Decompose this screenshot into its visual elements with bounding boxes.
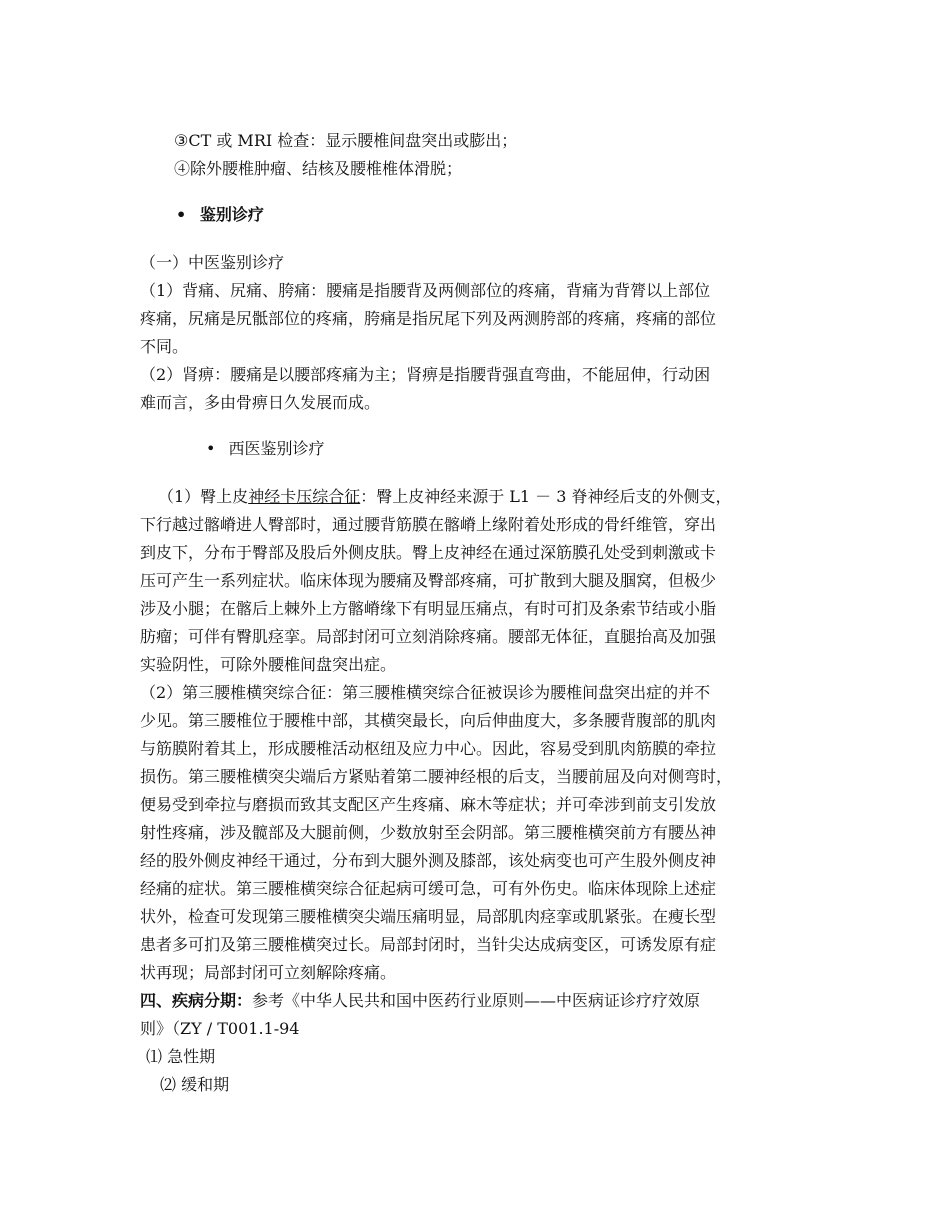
text-line: 难而言，多由骨痹日久发展而成。 <box>140 393 381 412</box>
text-line: 涉及小腿；在髂后上棘外上方髂嵴缘下有明显压痛点，有时可扪及条索节结或小脂 <box>140 599 717 618</box>
text-line: 射性疼痛，涉及髋部及大腿前侧，少数放射至会阴部。第三腰椎横突前方有腰丛神 <box>140 823 717 842</box>
text-line: （2）第三腰椎横突综合征：第三腰椎横突综合征被误诊为腰椎间盘突出症的并不 <box>140 683 711 702</box>
text-line: 患者多可扪及第三腰椎横突过长。局部封闭时，当针尖达成病变区，可诱发原有症 <box>140 935 717 954</box>
text-line: 便易受到牵拉与磨损而致其支配区产生疼痛、麻木等症状；并可牵涉到前支引发放 <box>140 795 717 814</box>
identification-section-heading <box>176 205 264 225</box>
underlined-term: 神经卡压综合征 <box>248 487 361 506</box>
western-heading-text: 西医鉴别诊疗 <box>228 439 325 458</box>
identification-heading-text: 鉴别诊疗 <box>199 205 264 224</box>
paragraph-first-line <box>158 487 732 507</box>
text-line: 实验阴性，可除外腰椎间盘突出症。 <box>140 655 397 674</box>
diagnosis-item-4: ④除外腰椎肿瘤、结核及腰椎椎体滑脱； <box>174 159 463 178</box>
staging-reference: 参考《中华人民共和国中医药行业原则——中医病证诊疗疗效原 <box>252 991 701 1010</box>
text-line: 经痛的症状。第三腰椎横突综合征起病可缓可急，可有外伤史。临床体现除上述症 <box>140 879 717 898</box>
text-line: 下行越过髂嵴进人臀部时，通过腰背筋膜在髂嵴上缘附着处形成的骨纤维管，穿出 <box>140 515 717 534</box>
text-line: （1）背痛、尻痛、胯痛：腰痛是指腰背及两侧部位的疼痛，背痛为背膂以上部位 <box>140 281 711 300</box>
text-line: 经的股外侧皮神经干通过，分布到大腿外测及膝部，该处病变也可产生股外侧皮神 <box>140 851 717 870</box>
text-line: 与筋膜附着其上，形成腰椎活动枢纽及应力中心。因此，容易受到肌肉筋膜的牵拉 <box>140 739 717 758</box>
text-line: 肪瘤；可伴有臀肌痉挛。局部封闭可立刻消除疼痛。腰部无体征，直腿抬高及加强 <box>140 627 717 646</box>
text-line: 状再现；局部封闭可立刻解除疼痛。 <box>140 963 397 982</box>
staging-line-2: 则》（ZY / T001.1-94 <box>140 1019 300 1038</box>
text-line: 压可产生一系列症状。临床体现为腰痛及臀部疼痛，可扩散到大腿及腘窝，但极少 <box>140 571 717 590</box>
text-segment: ：臀上皮神经来源于 L1 － 3 脊神经后支的外侧支， <box>360 487 732 506</box>
diagnosis-item-3: ③CT 或 MRI 检查：显示腰椎间盘突出或膨出； <box>174 131 518 150</box>
text-line: 损伤。第三腰椎横突尖端后方紧贴着第二腰神经根的后支，当腰前屈及向对侧弯时， <box>140 767 733 786</box>
stage-acute: ⑴ 急性期 <box>146 1047 216 1066</box>
staging-line-1 <box>140 991 700 1011</box>
text-segment: （1）臀上皮 <box>158 487 249 506</box>
stage-remission: ⑵ 缓和期 <box>160 1075 230 1094</box>
text-line: 少见。第三腰椎位于腰椎中部，其横突最长，向后伸曲度大，多条腰背腹部的肌肉 <box>140 711 717 730</box>
text-line: 不同。 <box>140 337 189 356</box>
text-line: （2）肾痹：腰痛是以腰部疼痛为主；肾痹是指腰背强直弯曲，不能屈伸，行动困 <box>140 365 711 384</box>
western-section-heading <box>206 439 325 459</box>
bullet-icon: • <box>206 439 216 458</box>
bullet-icon: • <box>176 205 187 224</box>
text-line: 疼痛，尻痛是尻骶部位的疼痛，胯痛是指尻尾下列及两测胯部的疼痛，疼痛的部位 <box>140 309 717 328</box>
staging-heading: 四、疾病分期： <box>140 991 253 1010</box>
text-line: 到皮下，分布于臀部及股后外侧皮肤。臀上皮神经在通过深筋膜孔处受到刺激或卡 <box>140 543 717 562</box>
text-line: 状外，检查可发现第三腰椎横突尖端压痛明显，局部肌肉痉挛或肌紧张。在瘦长型 <box>140 907 717 926</box>
tcm-heading: （一）中医鉴别诊疗 <box>140 253 285 272</box>
